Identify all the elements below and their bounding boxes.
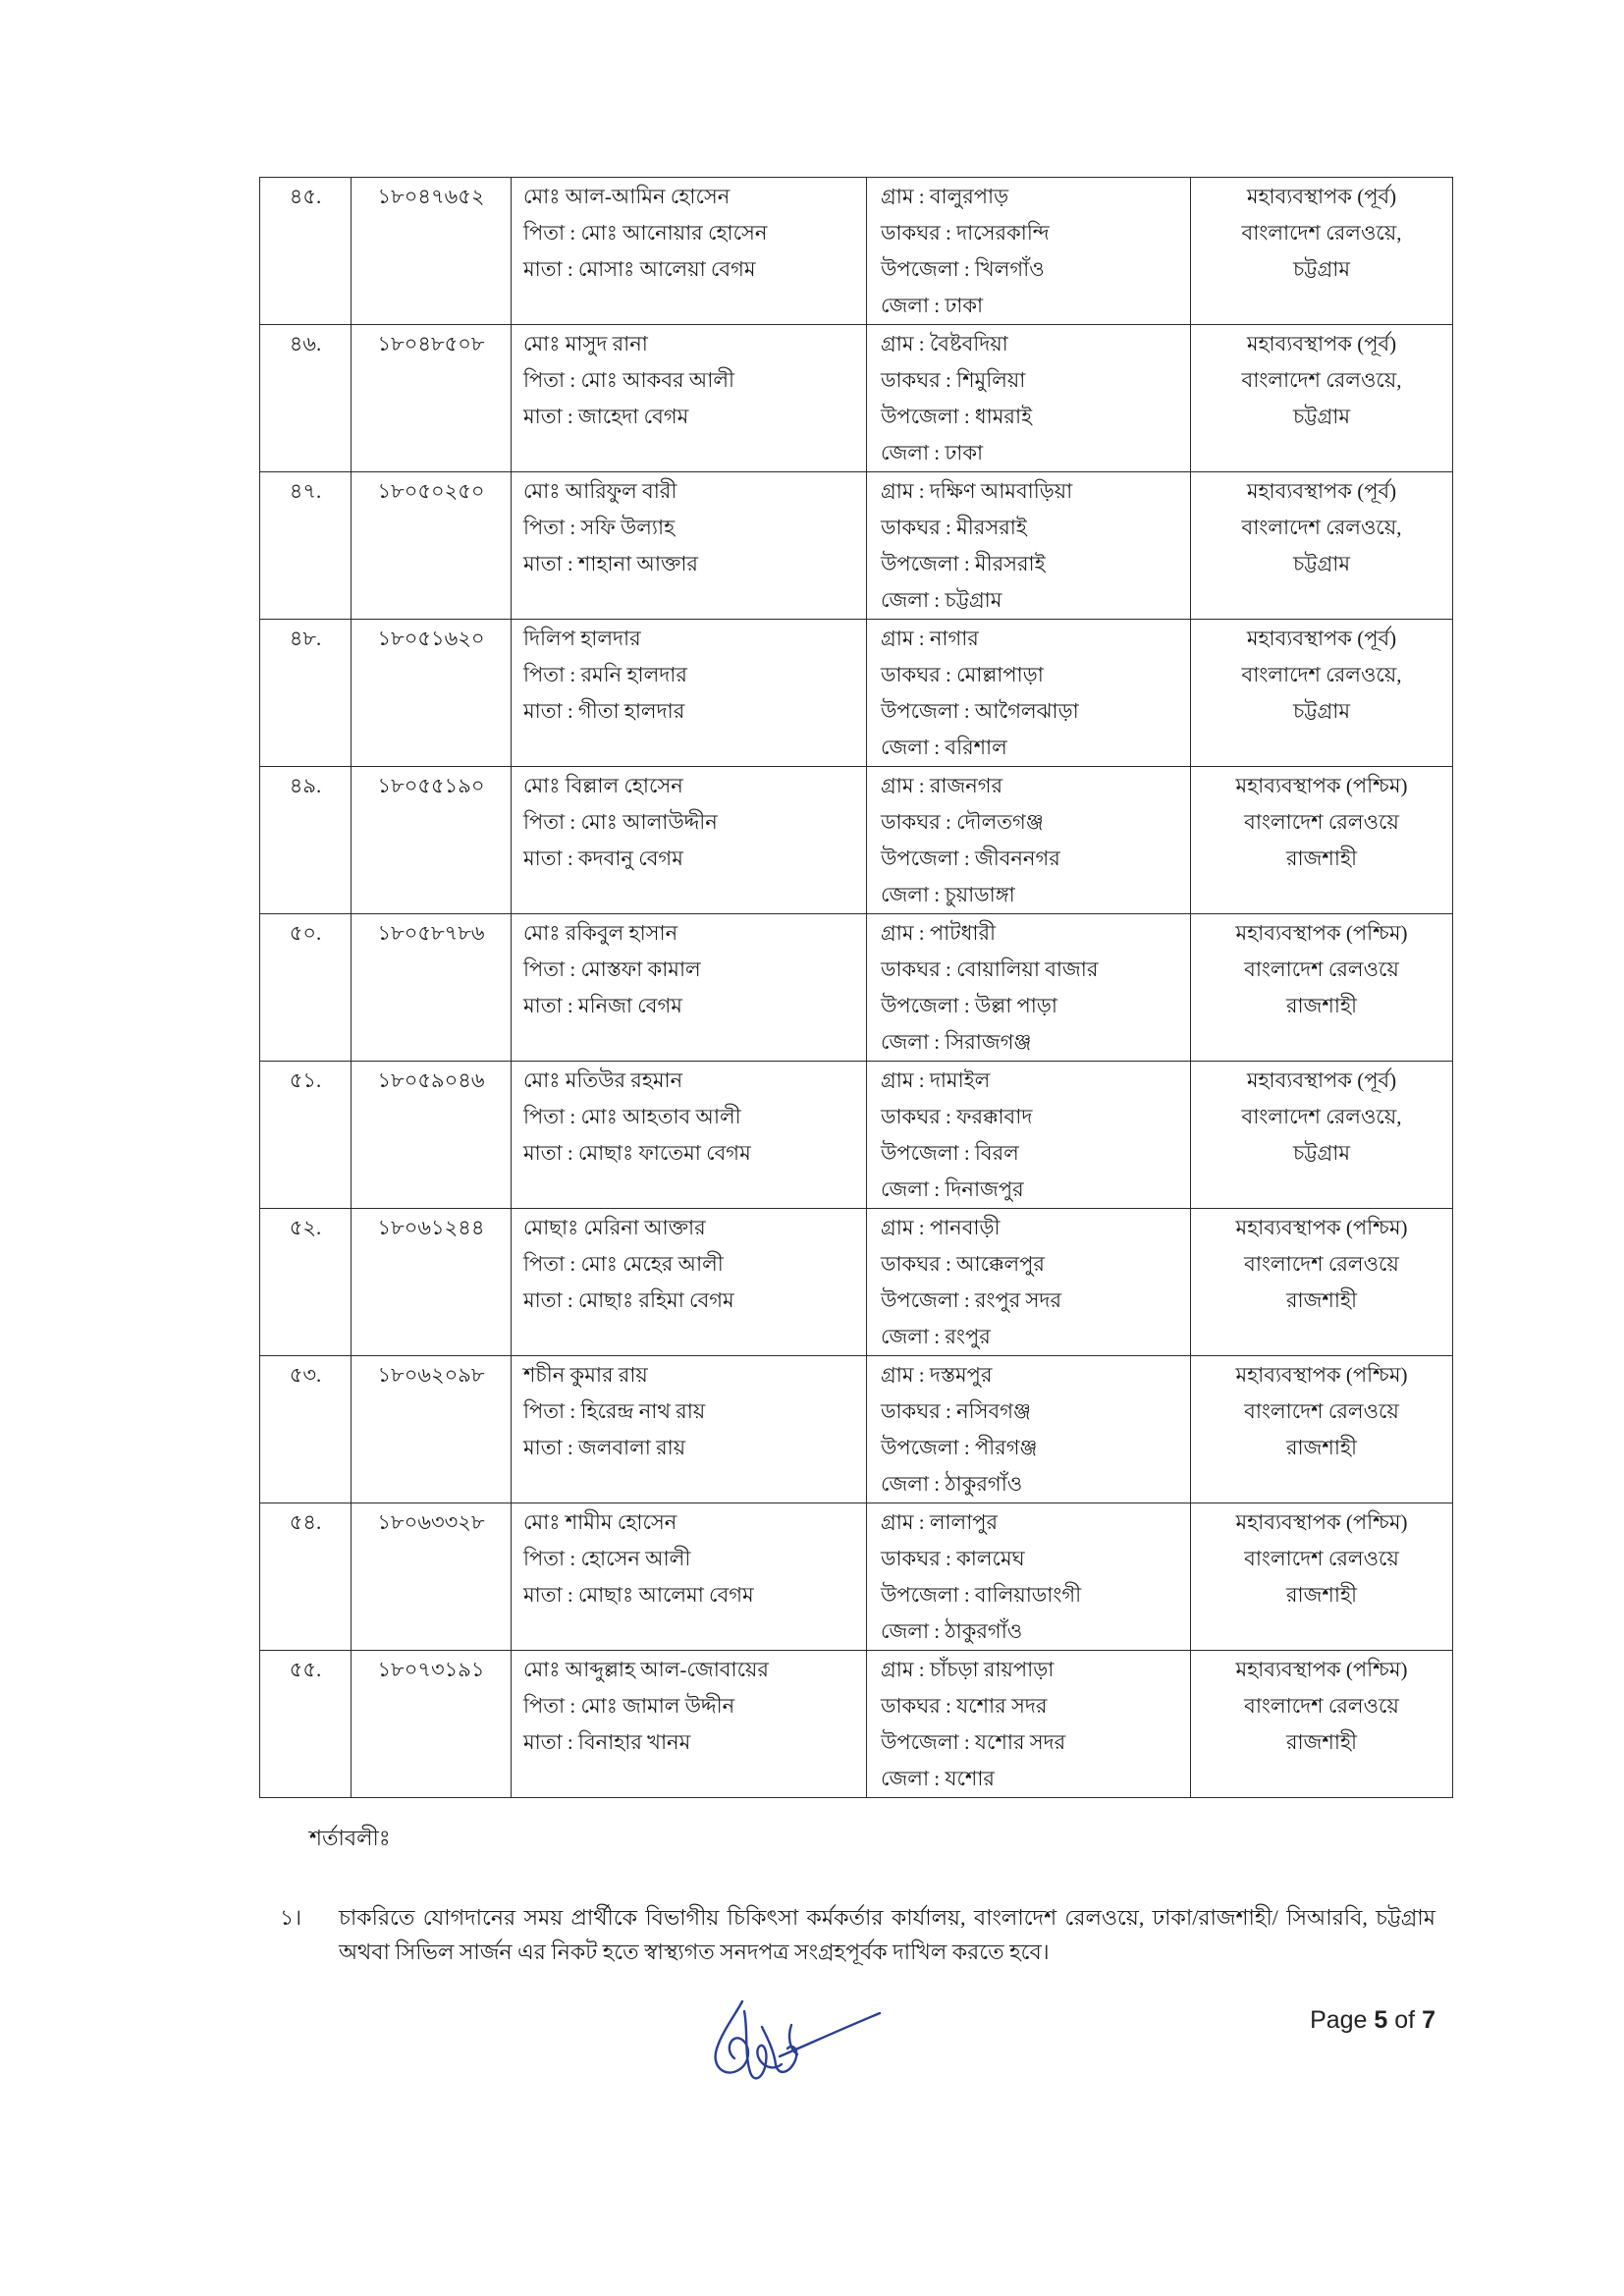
office-location: রাজশাহী bbox=[1286, 1436, 1357, 1459]
address-post-office: ডাকঘর : মোল্লাপাড়া bbox=[881, 663, 1044, 686]
office-organization: বাংলাদেশ রেলওয়ে bbox=[1244, 810, 1399, 834]
page-of-label: of bbox=[1394, 2006, 1416, 2034]
address-upazila: উপজেলা : বালিয়াডাংগী bbox=[881, 1583, 1082, 1607]
serial-number: ৪৬. bbox=[289, 332, 322, 355]
office-title: মহাব্যবস্থাপক (পশ্চিম) bbox=[1235, 1658, 1408, 1681]
address-district: জেলা : বরিশাল bbox=[881, 736, 1007, 759]
name-cell bbox=[512, 1062, 867, 1209]
serial-cell bbox=[260, 1503, 352, 1651]
office-title: মহাব্যবস্থাপক (পশ্চিম) bbox=[1235, 1363, 1408, 1387]
roll-cell bbox=[352, 914, 512, 1062]
name-cell bbox=[512, 472, 867, 620]
roll-number: ১৮০৪৭৬৫২ bbox=[377, 185, 485, 208]
name-cell bbox=[512, 1503, 867, 1651]
mother-name: মাতা : জাহেদা বেগম bbox=[523, 405, 689, 428]
serial-number: ৫৫. bbox=[289, 1658, 322, 1681]
office-title: মহাব্যবস্থাপক (পশ্চিম) bbox=[1235, 921, 1408, 945]
address-village: গ্রাম : রাজনগর bbox=[881, 774, 1003, 797]
address-cell bbox=[867, 1062, 1191, 1209]
name-cell bbox=[512, 1356, 867, 1503]
father-name: পিতা : সফি উল্যাহ bbox=[523, 516, 676, 539]
roll-cell bbox=[352, 178, 512, 325]
address-upazila: উপজেলা : খিলগাঁও bbox=[881, 257, 1045, 281]
office-location: চট্টগ্রাম bbox=[1292, 257, 1351, 281]
mother-name: মাতা : মোছাঃ আলেমা বেগম bbox=[523, 1583, 754, 1607]
serial-number: ৪৭. bbox=[289, 479, 322, 503]
address-upazila: উপজেলা : রংপুর সদর bbox=[881, 1288, 1062, 1312]
office-title: মহাব্যবস্থাপক (পশ্চিম) bbox=[1235, 774, 1408, 797]
candidate-name: মোছাঃ মেরিনা আক্তার bbox=[523, 1216, 706, 1239]
name-cell bbox=[512, 1209, 867, 1356]
office-organization: বাংলাদেশ রেলওয়ে bbox=[1244, 1547, 1399, 1570]
serial-number: ৫১. bbox=[289, 1068, 322, 1092]
signature bbox=[705, 1992, 886, 2090]
serial-cell bbox=[260, 178, 352, 325]
mother-name: মাতা : মনিজা বেগম bbox=[523, 994, 682, 1017]
name-cell bbox=[512, 1651, 867, 1798]
roll-number: ১৮০৬১২৪৪ bbox=[377, 1216, 485, 1239]
office-cell bbox=[1191, 1503, 1453, 1651]
address-village: গ্রাম : পাটধারী bbox=[881, 921, 997, 945]
office-title: মহাব্যবস্থাপক (পূর্ব) bbox=[1246, 332, 1397, 355]
name-cell bbox=[512, 767, 867, 914]
office-title: মহাব্যবস্থাপক (পশ্চিম) bbox=[1235, 1216, 1408, 1239]
roll-number: ১৮০৫০২৫০ bbox=[377, 479, 485, 503]
roll-number: ১৮০৫৮৭৮৬ bbox=[377, 921, 485, 945]
father-name: পিতা : মোস্তফা কামাল bbox=[523, 957, 701, 981]
address-district: জেলা : যশোর bbox=[881, 1767, 995, 1790]
address-district: জেলা : ঢাকা bbox=[881, 441, 984, 465]
father-name: পিতা : রমনি হালদার bbox=[523, 663, 687, 686]
office-organization: বাংলাদেশ রেলওয়ে, bbox=[1241, 516, 1402, 539]
address-village: গ্রাম : দামাইল bbox=[881, 1068, 991, 1092]
roll-number: ১৮০৭৩১৯১ bbox=[377, 1658, 485, 1681]
address-post-office: ডাকঘর : দাসেরকান্দি bbox=[881, 221, 1050, 245]
table-row bbox=[260, 1062, 1453, 1209]
father-name: পিতা : মোঃ আহতাব আলী bbox=[523, 1105, 741, 1128]
candidate-name: মোঃ শামীম হোসেন bbox=[523, 1510, 677, 1534]
office-cell bbox=[1191, 767, 1453, 914]
page-number bbox=[1310, 2003, 1435, 2037]
office-cell bbox=[1191, 1651, 1453, 1798]
candidate-name: শচীন কুমার রায় bbox=[523, 1363, 648, 1387]
address-village: গ্রাম : বৈষ্টবদিয়া bbox=[881, 332, 1008, 355]
address-post-office: ডাকঘর : বোয়ালিয়া বাজার bbox=[881, 957, 1099, 981]
roll-number: ১৮০৬২০৯৮ bbox=[377, 1363, 485, 1387]
serial-cell bbox=[260, 1062, 352, 1209]
candidate-name: মোঃ আল-আমিন হোসেন bbox=[523, 185, 731, 208]
page-label: Page bbox=[1310, 2006, 1368, 2034]
address-village: গ্রাম : নাগার bbox=[881, 627, 979, 650]
office-location: চট্টগ্রাম bbox=[1292, 1141, 1351, 1165]
name-cell bbox=[512, 325, 867, 472]
address-cell bbox=[867, 325, 1191, 472]
serial-cell bbox=[260, 472, 352, 620]
candidate-name: মোঃ মাসুদ রানা bbox=[523, 332, 648, 355]
name-cell bbox=[512, 620, 867, 767]
address-post-office: ডাকঘর : কালমেঘ bbox=[881, 1547, 1025, 1570]
office-organization: বাংলাদেশ রেলওয়ে bbox=[1244, 1694, 1399, 1718]
roll-number: ১৮০৪৮৫০৮ bbox=[377, 332, 485, 355]
table-row bbox=[260, 1503, 1453, 1651]
office-title: মহাব্যবস্থাপক (পূর্ব) bbox=[1246, 627, 1397, 650]
table-row bbox=[260, 767, 1453, 914]
father-name: পিতা : মোঃ আনোয়ার হোসেন bbox=[523, 221, 768, 245]
name-cell bbox=[512, 178, 867, 325]
address-upazila: উপজেলা : উল্লা পাড়া bbox=[881, 994, 1057, 1017]
office-organization: বাংলাদেশ রেলওয়ে bbox=[1244, 957, 1399, 981]
candidate-name: মোঃ আব্দুল্লাহ আল-জোবায়ের bbox=[523, 1658, 769, 1681]
address-post-office: ডাকঘর : দৌলতগঞ্জ bbox=[881, 810, 1044, 834]
father-name: পিতা : মোঃ জামাল উদ্দীন bbox=[523, 1694, 735, 1718]
mother-name: মাতা : মোছাঃ ফাতেমা বেগম bbox=[523, 1141, 751, 1165]
roll-cell bbox=[352, 1651, 512, 1798]
address-village: গ্রাম : চাঁচড়া রায়পাড়া bbox=[881, 1658, 1055, 1681]
office-title: মহাব্যবস্থাপক (পূর্ব) bbox=[1246, 479, 1397, 503]
office-organization: বাংলাদেশ রেলওয়ে, bbox=[1241, 1105, 1402, 1128]
office-location: চট্টগ্রাম bbox=[1292, 699, 1351, 723]
serial-cell bbox=[260, 1651, 352, 1798]
address-upazila: উপজেলা : পীরগঞ্জ bbox=[881, 1436, 1038, 1459]
address-post-office: ডাকঘর : নসিবগঞ্জ bbox=[881, 1399, 1031, 1423]
table-row bbox=[260, 472, 1453, 620]
address-post-office: ডাকঘর : শিমুলিয়া bbox=[881, 368, 1026, 392]
address-upazila: উপজেলা : জীবননগর bbox=[881, 847, 1060, 870]
office-organization: বাংলাদেশ রেলওয়ে bbox=[1244, 1399, 1399, 1423]
office-title: মহাব্যবস্থাপক (পশ্চিম) bbox=[1235, 1510, 1408, 1534]
address-district: জেলা : চট্টগ্রাম bbox=[881, 588, 1002, 612]
office-cell bbox=[1191, 914, 1453, 1062]
office-cell bbox=[1191, 1356, 1453, 1503]
address-cell bbox=[867, 767, 1191, 914]
address-post-office: ডাকঘর : আক্কেলপুর bbox=[881, 1252, 1045, 1276]
office-location: রাজশাহী bbox=[1286, 847, 1357, 870]
address-district: জেলা : ঠাকুরগাঁও bbox=[881, 1472, 1023, 1496]
father-name: পিতা : মোঃ মেহের আলী bbox=[523, 1252, 724, 1276]
mother-name: মাতা : শাহানা আক্তার bbox=[523, 552, 698, 575]
mother-name: মাতা : বিনাহার খানম bbox=[523, 1730, 691, 1754]
candidate-name: মোঃ রকিবুল হাসান bbox=[523, 921, 678, 945]
table-row bbox=[260, 1651, 1453, 1798]
address-village: গ্রাম : বালুরপাড় bbox=[881, 185, 1009, 208]
roll-cell bbox=[352, 620, 512, 767]
father-name: পিতা : মোঃ আলাউদ্দীন bbox=[523, 810, 718, 834]
candidate-name: মোঃ আরিফুল বারী bbox=[523, 479, 677, 503]
condition-number: ১। bbox=[280, 1905, 302, 1930]
office-title: মহাব্যবস্থাপক (পূর্ব) bbox=[1246, 1068, 1397, 1092]
serial-number: ৪৮. bbox=[289, 627, 322, 650]
office-location: রাজশাহী bbox=[1286, 1288, 1357, 1312]
candidate-name: মোঃ বিল্লাল হোসেন bbox=[523, 774, 683, 797]
office-cell bbox=[1191, 325, 1453, 472]
address-upazila: উপজেলা : ধামরাই bbox=[881, 405, 1032, 428]
roll-cell bbox=[352, 1062, 512, 1209]
serial-number: ৫২. bbox=[289, 1216, 322, 1239]
serial-cell bbox=[260, 767, 352, 914]
address-upazila: উপজেলা : যশোর সদর bbox=[881, 1730, 1066, 1754]
office-organization: বাংলাদেশ রেলওয়ে, bbox=[1241, 368, 1402, 392]
father-name: পিতা : মোঃ আকবর আলী bbox=[523, 368, 734, 392]
address-district: জেলা : ঠাকুরগাঁও bbox=[881, 1619, 1023, 1643]
office-cell bbox=[1191, 472, 1453, 620]
roll-number: ১৮০৫৯০৪৬ bbox=[377, 1068, 485, 1092]
address-cell bbox=[867, 620, 1191, 767]
address-post-office: ডাকঘর : ফরক্কাবাদ bbox=[881, 1105, 1033, 1128]
address-village: গ্রাম : লালাপুর bbox=[881, 1510, 999, 1534]
mother-name: মাতা : কদবানু বেগম bbox=[523, 847, 683, 870]
address-cell bbox=[867, 178, 1191, 325]
candidate-name: মোঃ মতিউর রহমান bbox=[523, 1068, 683, 1092]
serial-cell bbox=[260, 325, 352, 472]
roll-cell bbox=[352, 767, 512, 914]
serial-cell bbox=[260, 620, 352, 767]
address-district: জেলা : দিনাজপুর bbox=[881, 1177, 1024, 1201]
office-title: মহাব্যবস্থাপক (পূর্ব) bbox=[1246, 185, 1397, 208]
address-district: জেলা : ঢাকা bbox=[881, 294, 984, 317]
roll-cell bbox=[352, 1503, 512, 1651]
address-post-office: ডাকঘর : যশোর সদর bbox=[881, 1694, 1048, 1718]
serial-number: ৪৫. bbox=[289, 185, 322, 208]
candidate-name: দিলিপ হালদার bbox=[523, 627, 641, 650]
serial-number: ৫৩. bbox=[289, 1363, 322, 1387]
address-upazila: উপজেলা : বিরল bbox=[881, 1141, 1019, 1165]
mother-name: মাতা : জলবালা রায় bbox=[523, 1436, 686, 1459]
name-cell bbox=[512, 914, 867, 1062]
roll-cell bbox=[352, 472, 512, 620]
table-row bbox=[260, 620, 1453, 767]
address-cell bbox=[867, 1356, 1191, 1503]
office-location: রাজশাহী bbox=[1286, 994, 1357, 1017]
address-district: জেলা : রংপুর bbox=[881, 1325, 991, 1348]
office-organization: বাংলাদেশ রেলওয়ে bbox=[1244, 1252, 1399, 1276]
table-row bbox=[260, 914, 1453, 1062]
roll-number: ১৮০৫১৬২০ bbox=[377, 627, 485, 650]
address-cell bbox=[867, 1503, 1191, 1651]
candidate-table-body bbox=[260, 178, 1453, 1798]
serial-cell bbox=[260, 914, 352, 1062]
office-cell bbox=[1191, 1062, 1453, 1209]
roll-cell bbox=[352, 1356, 512, 1503]
address-district: জেলা : সিরাজগঞ্জ bbox=[881, 1030, 1032, 1054]
address-post-office: ডাকঘর : মীরসরাই bbox=[881, 516, 1027, 539]
serial-number: ৫৪. bbox=[289, 1510, 322, 1534]
mother-name: মাতা : গীতা হালদার bbox=[523, 699, 685, 723]
address-cell bbox=[867, 472, 1191, 620]
mother-name: মাতা : মোসাঃ আলেয়া বেগম bbox=[523, 257, 756, 281]
mother-name: মাতা : মোছাঃ রহিমা বেগম bbox=[523, 1288, 734, 1312]
father-name: পিতা : হিরেন্দ্র নাথ রায় bbox=[523, 1399, 706, 1423]
address-cell bbox=[867, 1651, 1191, 1798]
candidate-table bbox=[259, 177, 1453, 1798]
roll-number: ১৮০৫৫১৯০ bbox=[377, 774, 485, 797]
office-organization: বাংলাদেশ রেলওয়ে, bbox=[1241, 663, 1402, 686]
page-total: 7 bbox=[1422, 2006, 1435, 2034]
condition-text: চাকরিতে যোগদানের সময় প্রার্থীকে বিভাগীয় চিকিৎসা কর্মকর্তার কার্যালয়, বাংলাদেশ রেলওয়ে, ঢাকা/রাজশাহী/ সিআরবি, চট্টগ্রাম অথবা সিভিল সার্জন এর নিকট হতে স্বাস্থ্যগত সনদপত্র সংগ্রহপূর্বক দাখিল করতে হবে। bbox=[339, 1905, 1435, 1964]
address-cell bbox=[867, 1209, 1191, 1356]
office-location: চট্টগ্রাম bbox=[1292, 552, 1351, 575]
conditions-heading: শর্তাবলীঃ bbox=[309, 1826, 391, 1850]
address-upazila: উপজেলা : মীরসরাই bbox=[881, 552, 1046, 575]
serial-cell bbox=[260, 1356, 352, 1503]
serial-number: ৪৯. bbox=[289, 774, 322, 797]
table-row bbox=[260, 325, 1453, 472]
table-row bbox=[260, 178, 1453, 325]
table-row bbox=[260, 1356, 1453, 1503]
address-cell bbox=[867, 914, 1191, 1062]
serial-number: ৫০. bbox=[289, 921, 322, 945]
roll-cell bbox=[352, 325, 512, 472]
office-cell bbox=[1191, 1209, 1453, 1356]
address-upazila: উপজেলা : আগৈলঝাড়া bbox=[881, 699, 1079, 723]
address-village: গ্রাম : দক্ষিণ আমবাড়িয়া bbox=[881, 479, 1073, 503]
office-cell bbox=[1191, 620, 1453, 767]
address-village: গ্রাম : দস্তমপুর bbox=[881, 1363, 993, 1387]
office-location: চট্টগ্রাম bbox=[1292, 405, 1351, 428]
office-location: রাজশাহী bbox=[1286, 1583, 1357, 1607]
address-district: জেলা : চুয়াডাঙ্গা bbox=[881, 883, 1015, 906]
office-location: রাজশাহী bbox=[1286, 1730, 1357, 1754]
address-village: গ্রাম : পানবাড়ী bbox=[881, 1216, 1001, 1239]
office-organization: বাংলাদেশ রেলওয়ে, bbox=[1241, 221, 1402, 245]
page-current: 5 bbox=[1374, 2006, 1388, 2034]
serial-cell bbox=[260, 1209, 352, 1356]
roll-number: ১৮০৬৩৩২৮ bbox=[377, 1510, 485, 1534]
table-row bbox=[260, 1209, 1453, 1356]
roll-cell bbox=[352, 1209, 512, 1356]
father-name: পিতা : হোসেন আলী bbox=[523, 1547, 691, 1570]
office-cell bbox=[1191, 178, 1453, 325]
